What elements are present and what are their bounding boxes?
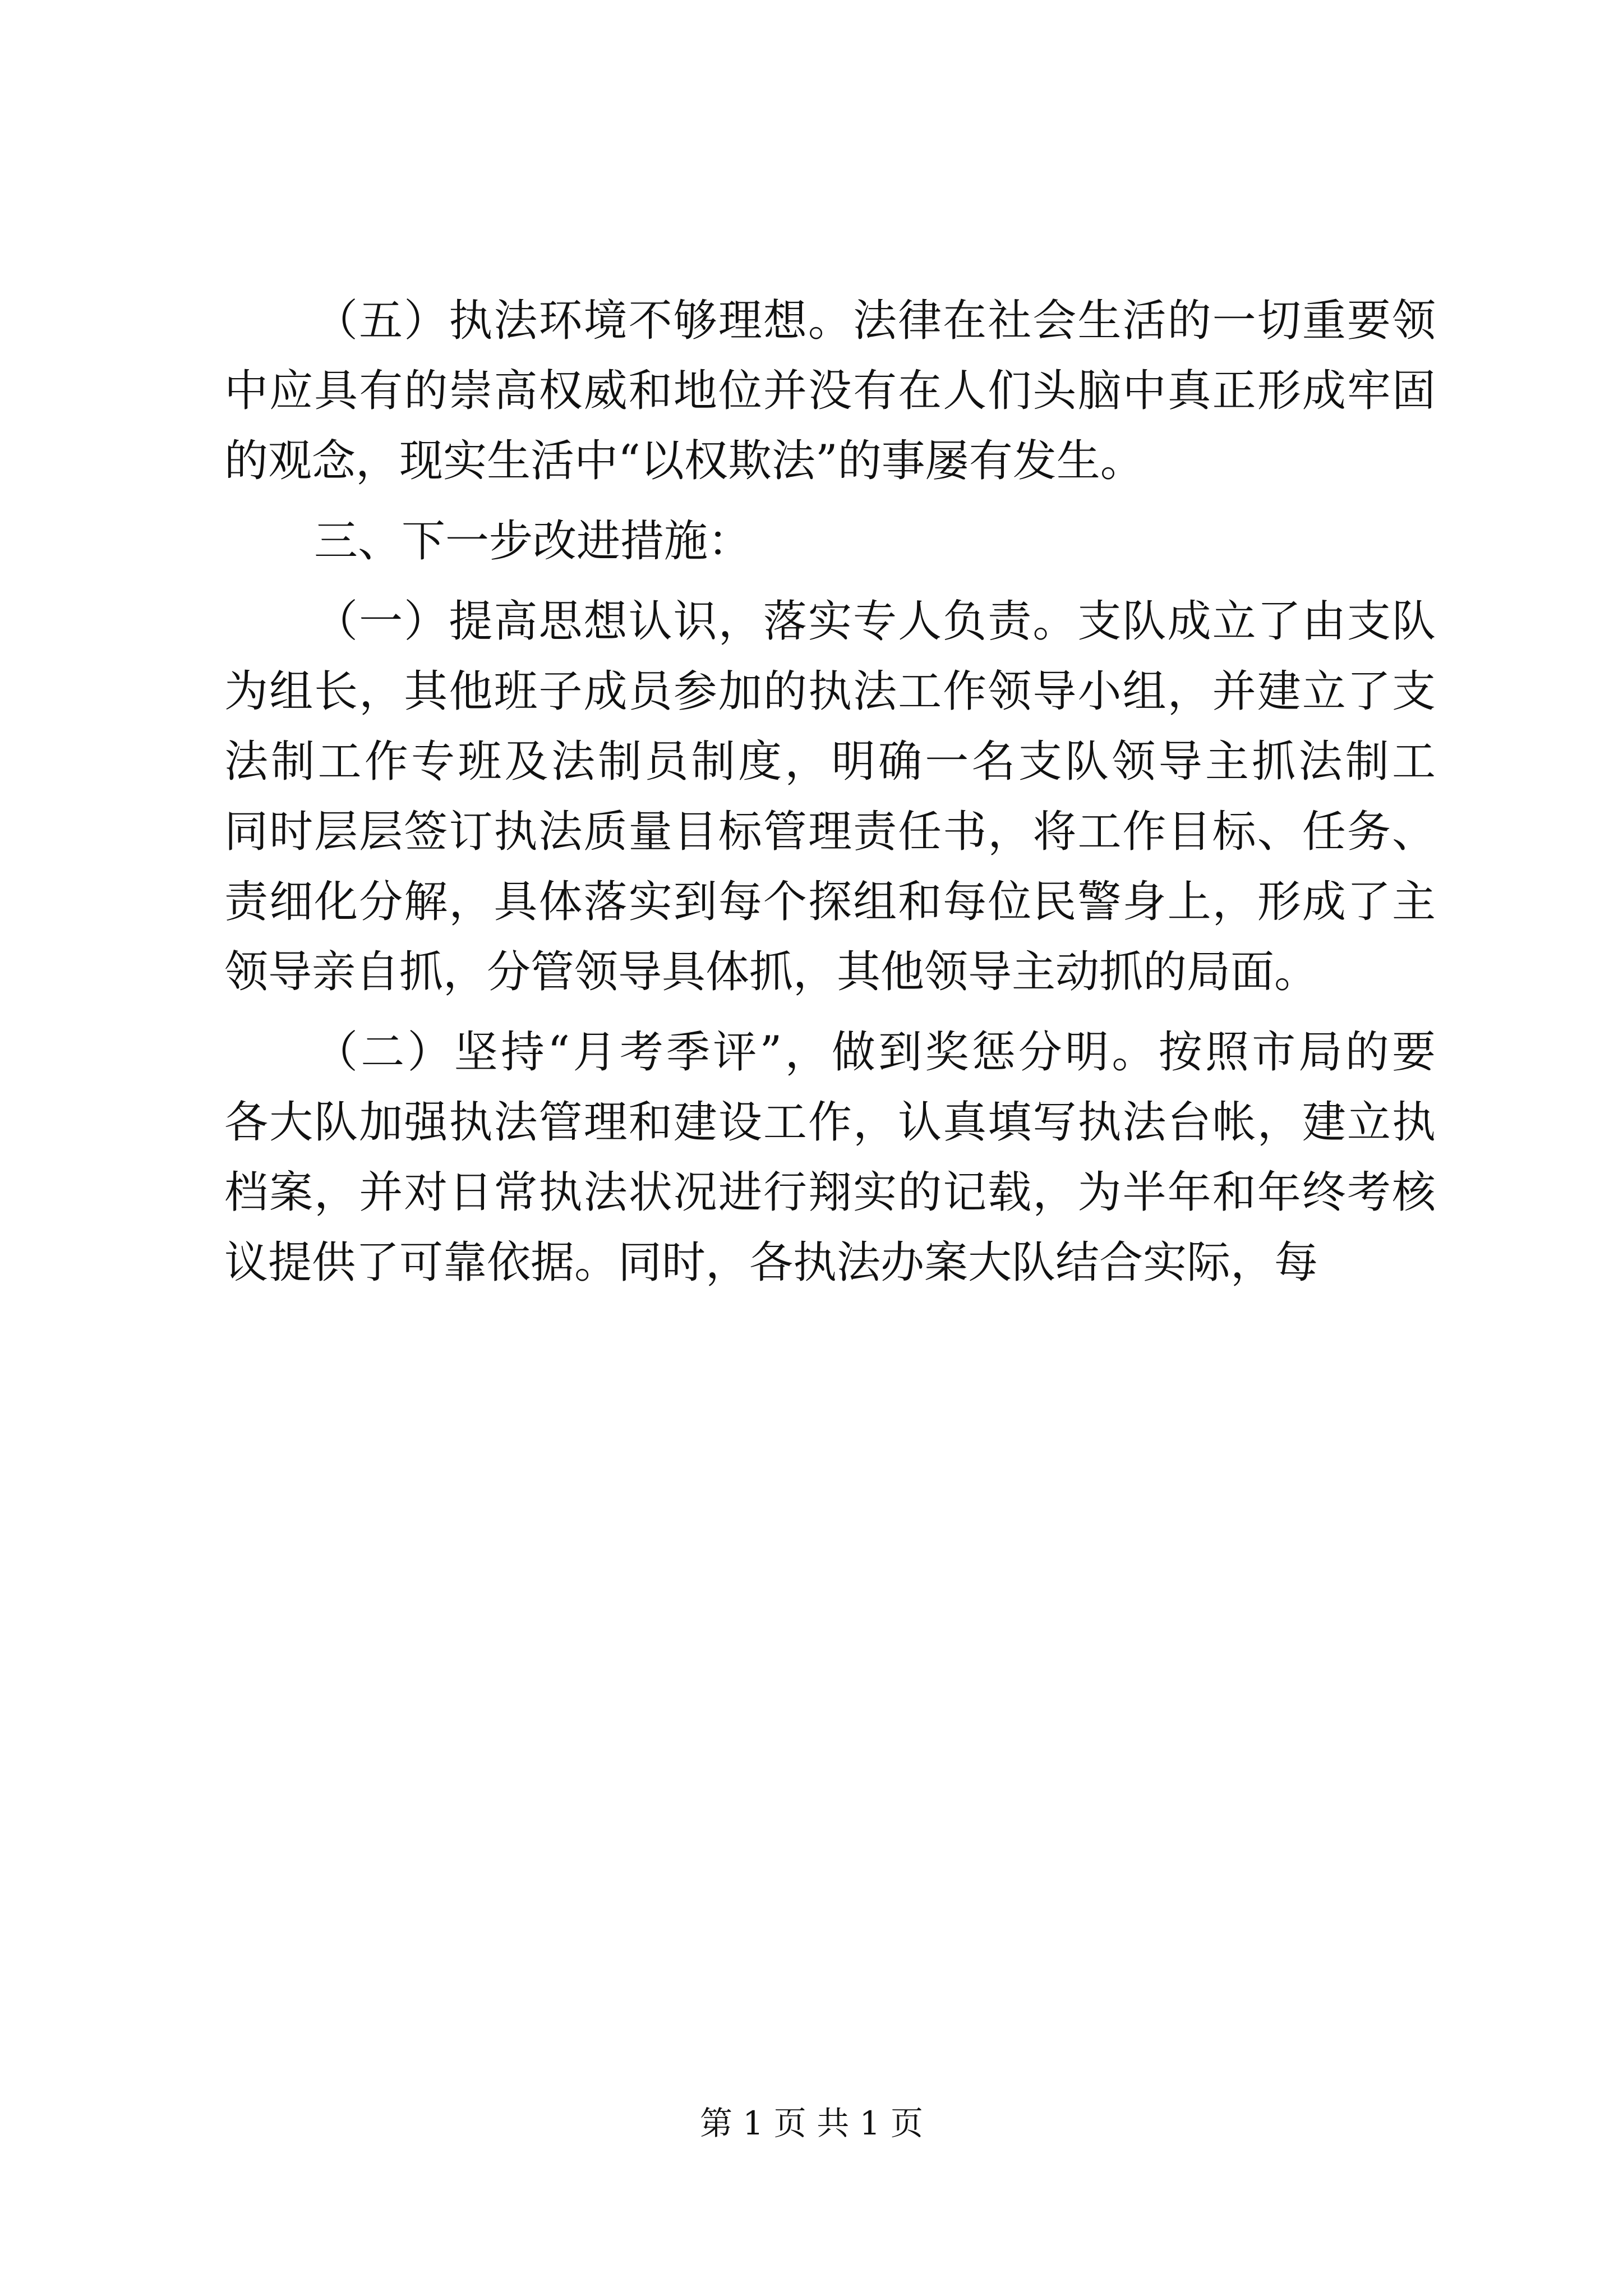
text-line: （一）提高思想认识，落实专人负责。支队成立了由支队 xyxy=(314,596,1436,647)
paragraph-spacer xyxy=(224,1007,1436,1018)
text-line: 领导亲自抓，分管领导具体抓，其他领导主动抓的局面。 xyxy=(224,947,1318,997)
text-line: 档案，并对日常执法状况进行翔实的记载，为半年和年终考核 xyxy=(224,1167,1436,1218)
text-line: 的观念，现实生活中“以权欺法”的事屡有发生。 xyxy=(224,436,1144,486)
text-line: （二）坚持“月考季评”，做到奖惩分明。按照市局的要 xyxy=(314,1027,1436,1078)
text-line: 议提供了可靠依据。同时，各执法办案大队结合实际，每 xyxy=(224,1237,1318,1288)
text-line: （五）执法环境不够理想。法律在社会生活的一切重要领 xyxy=(314,296,1436,346)
text-line: 中应具有的崇高权威和地位并没有在人们头脑中真正形成牢固 xyxy=(224,366,1436,416)
paragraph-five-enforcement-environment xyxy=(224,286,1436,496)
text-line: 同时层层签订执法质量目标管理责任书，将工作目标、任务、 xyxy=(224,807,1436,857)
text-line: 为组长，其他班子成员参加的执法工作领导小组，并建立了支 xyxy=(224,666,1436,717)
paragraph-one-awareness xyxy=(224,587,1436,1007)
page-number-footer: 第 1 页 共 1 页 xyxy=(700,2104,923,2142)
paragraph-two-evaluation xyxy=(224,1018,1436,1298)
paragraph-spacer xyxy=(224,577,1436,587)
text-line: 责细化分解，具体落实到每个探组和每位民警身上，形成了主 xyxy=(224,877,1436,927)
document-body xyxy=(224,286,1436,1298)
text-line: 各大队加强执法管理和建设工作，认真填写执法台帐，建立执 xyxy=(224,1097,1436,1148)
paragraph-spacer xyxy=(224,496,1436,507)
text-line: 法制工作专班及法制员制度，明确一名支队领导主抓法制工 xyxy=(224,737,1436,787)
section-heading-three xyxy=(224,507,1436,577)
section-heading: 三、下一步改进措施： xyxy=(314,516,752,567)
